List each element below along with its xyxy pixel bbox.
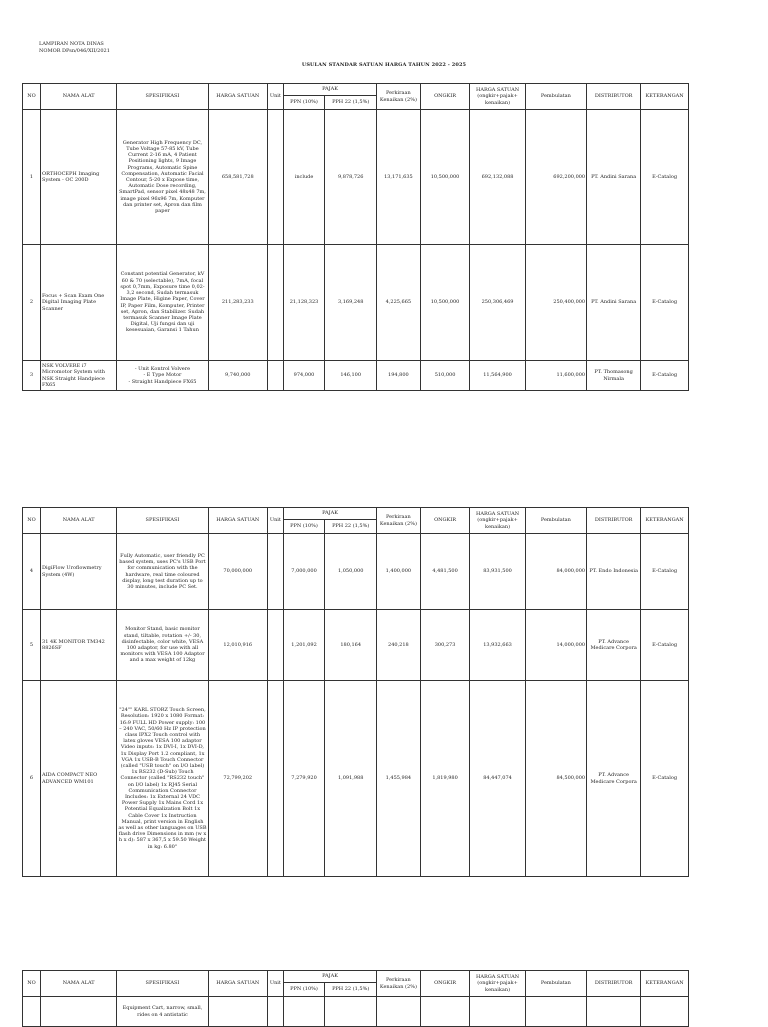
header-row bbox=[23, 84, 689, 96]
cell-spesifikasi: Constant potential Generator, kV 60 & 70 (selectable), 7mA, focal spot 0,7mm, Exposure time 0,02-3,2 second, Sudah termasuk Image Plate, Higine Paper, Cover IP, Paper Film, Komputer, Printer set, Apron, dan Stabilizer. Sudah termasuk Scanner Image Plate Digital, Uji fungsi dan uji kesesuaian, Garansi 1 Tahun bbox=[117, 245, 208, 361]
cell-no: 6 bbox=[23, 681, 41, 877]
col-harga-header: HARGA SATUAN bbox=[208, 84, 267, 110]
cell-distributor: PT. Andini Sarana bbox=[587, 245, 641, 361]
col-no-header: NO bbox=[23, 84, 41, 110]
header-row bbox=[23, 508, 689, 520]
doc-title: USULAN STANDAR SATUAN HARGA TAHUN 2022 - 2025 bbox=[301, 62, 467, 68]
price-table-2 bbox=[22, 507, 689, 877]
cell-perkiraan: 4,225,665 bbox=[377, 245, 420, 361]
cell-harga-total: 11,564,900 bbox=[470, 361, 525, 391]
cell-spesifikasi: Equipment Cart, narrow, small, rides on 4 antistatic bbox=[117, 997, 208, 1027]
col-harga-total-header: HARGA SATUAN (ongkir+pajak+ kenaikan) bbox=[470, 971, 525, 997]
col-no-header: NO bbox=[23, 971, 41, 997]
col-ppn-header: PPN (10%) bbox=[283, 520, 324, 534]
cell-keterangan: E-Catalog bbox=[641, 681, 689, 877]
col-unit-header: Unit bbox=[267, 971, 283, 997]
cell-ongkir bbox=[420, 997, 470, 1027]
cell-nama: DigiFlow Uroflowmetry System (4W) bbox=[41, 534, 117, 610]
cell-harga-total: 84,447,074 bbox=[470, 681, 525, 877]
table-row bbox=[23, 610, 689, 681]
col-nama-header: NAMA ALAT bbox=[41, 508, 117, 534]
cell-ongkir: 4,481,500 bbox=[420, 534, 470, 610]
cell-harga: 658,581,728 bbox=[208, 110, 267, 245]
cell-spesifikasi: Fully Automatic, user friendly PC based system, uses PC's USB Port for communication with the hardware, real time coloured display, long test duration up to 30 minutes, include PC Set. bbox=[117, 534, 208, 610]
cell-unit bbox=[267, 610, 283, 681]
col-ongkir-header: ONGKIR bbox=[420, 508, 470, 534]
col-distributor-header: DISTRIBUTOR bbox=[587, 84, 641, 110]
header-row bbox=[23, 971, 689, 983]
cell-spesifikasi: "24"" KARL STORZ Touch Screen, Resolution: 1920 x 1080 Format: 16:9 FULL HD Power supply: 100 – 240 VAC, 50/60 Hz IP protection class IPX2 Touch control with latex gloves VESA 100 adaptor Video inputs: 1x DVI-I, 1x DVI-D, 1x Display Port 1.2 compliant, 1x VGA 1x USB-B Touch Connector (called "USB touch" on I/O label) 1x RS232 (D-Sub) Touch Connector (called "RS232 touch" on I/O label) 1x RJ45 Serial Communication Connector Includes: 1x External 24 VDC Power Supply 1x Mains Cord 1x Potential Equalization Bolt 1x Cable Cover 1x Instruction Manual, print version in English as well as other languages on USB flash drive Dimensions in mm (w x h x d): 587 x 367,5 x 59.50 Weight in kg: 6.80" bbox=[117, 681, 208, 877]
cell-no: 1 bbox=[23, 110, 41, 245]
col-perkiraan-header: Perkiraan Kenaikan (2%) bbox=[377, 971, 420, 997]
cell-ppn bbox=[283, 997, 324, 1027]
cell-no bbox=[23, 997, 41, 1027]
price-table-3 bbox=[22, 970, 689, 1027]
cell-pembulatan: 11,600,000 bbox=[525, 361, 587, 391]
cell-pph: 1,091,988 bbox=[325, 681, 377, 877]
col-pembulatan-header: Pembulatan bbox=[525, 971, 587, 997]
table-row bbox=[23, 361, 689, 391]
cell-nama: Focus + Scan Exam One Digital Imaging Plate Scanner bbox=[41, 245, 117, 361]
cell-unit bbox=[267, 534, 283, 610]
col-pph-header: PPH 22 (1,5%) bbox=[325, 96, 377, 110]
cell-perkiraan bbox=[377, 997, 420, 1027]
col-distributor-header: DISTRIBUTOR bbox=[587, 508, 641, 534]
col-pph-header: PPH 22 (1,5%) bbox=[325, 983, 377, 997]
cell-keterangan bbox=[641, 997, 689, 1027]
col-harga-total-header: HARGA SATUAN (ongkir+pajak+ kenaikan) bbox=[470, 84, 525, 110]
table-row bbox=[23, 997, 689, 1027]
cell-perkiraan: 1,400,000 bbox=[377, 534, 420, 610]
cell-spesifikasi: Generator High Frequency DC, Tube Voltage 57-85 kV, Tube Current 2-16 mA, 4 Patient Positioning lights, 9 Image Programs, Automatic Spine Compensation, Automatic Facial Contour, 5-20 x Expose time, Automatic Dose recording, SmartPad, sensor pixel 48x48 7m, image pixel 96x96 7m, Komputer dan printer set, Apron dan film paper bbox=[117, 110, 208, 245]
cell-pembulatan: 84,500,000 bbox=[525, 681, 587, 877]
col-unit-header: Unit bbox=[267, 508, 283, 534]
cell-nama: AIDA COMPACT NEO ADVANCED WM101 bbox=[41, 681, 117, 877]
col-nama-header: NAMA ALAT bbox=[41, 84, 117, 110]
cell-keterangan: E-Catalog bbox=[641, 610, 689, 681]
cell-unit bbox=[267, 110, 283, 245]
cell-pph: 180,164 bbox=[325, 610, 377, 681]
col-ongkir-header: ONGKIR bbox=[420, 84, 470, 110]
cell-spesifikasi: Monitor Stand, basic monitor stand, tiltable, rotation +/- 30, disinfectable, color white, VESA 100 adaptor, for use with all monitors with VESA 100 Adaptor and a max weight of 12kg bbox=[117, 610, 208, 681]
cell-distributor: PT. Advance Medicare Corpora bbox=[587, 610, 641, 681]
cell-ppn: 7,279,920 bbox=[283, 681, 324, 877]
cell-no: 3 bbox=[23, 361, 41, 391]
cell-spesifikasi: - Unit Kontrol Volvere - E Type Motor - Straight Handpiece FX65 bbox=[117, 361, 208, 391]
cell-perkiraan: 1,455,984 bbox=[377, 681, 420, 877]
cell-no: 4 bbox=[23, 534, 41, 610]
col-pajak-header: PAJAK bbox=[283, 508, 376, 520]
cell-ppn: 21,128,323 bbox=[283, 245, 324, 361]
col-spesifikasi-header: SPESIFIKASI bbox=[117, 971, 208, 997]
table-row bbox=[23, 534, 689, 610]
col-distributor-header: DISTRIBUTOR bbox=[587, 971, 641, 997]
cell-keterangan: E-Catalog bbox=[641, 361, 689, 391]
cell-nama: ORTHOCEPH Imaging System - OC 200D bbox=[41, 110, 117, 245]
cell-nama bbox=[41, 997, 117, 1027]
col-pembulatan-header: Pembulatan bbox=[525, 84, 587, 110]
cell-ongkir: 510,000 bbox=[420, 361, 470, 391]
cell-harga: 72,799,202 bbox=[208, 681, 267, 877]
cell-perkiraan: 240,218 bbox=[377, 610, 420, 681]
cell-nama: NSK VOLVERE i7 Micromotor System with NSK Straight Handpiece FX65 bbox=[41, 361, 117, 391]
cell-harga: 211,283,233 bbox=[208, 245, 267, 361]
table-row bbox=[23, 110, 689, 245]
cell-unit bbox=[267, 681, 283, 877]
cell-ppn: include bbox=[283, 110, 324, 245]
cell-unit bbox=[267, 245, 283, 361]
header-line-2: NOMOR DPsn/046/XII/2021 bbox=[39, 48, 110, 54]
cell-pph: 9,878,726 bbox=[325, 110, 377, 245]
col-pph-header: PPH 22 (1,5%) bbox=[325, 520, 377, 534]
cell-harga-total: 13,932,663 bbox=[470, 610, 525, 681]
col-keterangan-header: KETERANGAN bbox=[641, 971, 689, 997]
col-keterangan-header: KETERANGAN bbox=[641, 508, 689, 534]
cell-distributor: PT. Thomasong Nirmala bbox=[587, 361, 641, 391]
cell-unit bbox=[267, 997, 283, 1027]
cell-distributor: PT. Advance Medicare Corpora bbox=[587, 681, 641, 877]
cell-ongkir: 10,500,000 bbox=[420, 245, 470, 361]
cell-no: 5 bbox=[23, 610, 41, 681]
cell-perkiraan: 13,171,635 bbox=[377, 110, 420, 245]
cell-ppn: 7,000,000 bbox=[283, 534, 324, 610]
cell-harga-total bbox=[470, 997, 525, 1027]
cell-pph bbox=[325, 997, 377, 1027]
cell-ppn: 974,000 bbox=[283, 361, 324, 391]
col-nama-header: NAMA ALAT bbox=[41, 971, 117, 997]
col-pajak-header: PAJAK bbox=[283, 971, 376, 983]
cell-unit bbox=[267, 361, 283, 391]
col-spesifikasi-header: SPESIFIKASI bbox=[117, 84, 208, 110]
col-perkiraan-header: Perkiraan Kenaikan (2%) bbox=[377, 84, 420, 110]
col-harga-total-header: HARGA SATUAN (ongkir+pajak+ kenaikan) bbox=[470, 508, 525, 534]
cell-ppn: 1,201,092 bbox=[283, 610, 324, 681]
cell-perkiraan: 194,800 bbox=[377, 361, 420, 391]
col-ppn-header: PPN (10%) bbox=[283, 96, 324, 110]
cell-keterangan: E-Catalog bbox=[641, 110, 689, 245]
cell-keterangan: E-Catalog bbox=[641, 534, 689, 610]
cell-pph: 3,169,248 bbox=[325, 245, 377, 361]
header-line-1: LAMPIRAN NOTA DINAS bbox=[39, 41, 104, 47]
col-pajak-header: PAJAK bbox=[283, 84, 376, 96]
col-harga-header: HARGA SATUAN bbox=[208, 971, 267, 997]
col-no-header: NO bbox=[23, 508, 41, 534]
cell-harga-total: 692,132,088 bbox=[470, 110, 525, 245]
cell-distributor bbox=[587, 997, 641, 1027]
col-keterangan-header: KETERANGAN bbox=[641, 84, 689, 110]
cell-nama: 31 4K MONITOR TM342 8826SF bbox=[41, 610, 117, 681]
cell-harga: 9,740,000 bbox=[208, 361, 267, 391]
col-ongkir-header: ONGKIR bbox=[420, 971, 470, 997]
cell-pph: 146,100 bbox=[325, 361, 377, 391]
cell-ongkir: 10,500,000 bbox=[420, 110, 470, 245]
cell-ongkir: 1,819,980 bbox=[420, 681, 470, 877]
cell-pph: 1,050,000 bbox=[325, 534, 377, 610]
col-harga-header: HARGA SATUAN bbox=[208, 508, 267, 534]
cell-pembulatan bbox=[525, 997, 587, 1027]
col-pembulatan-header: Pembulatan bbox=[525, 508, 587, 534]
cell-no: 2 bbox=[23, 245, 41, 361]
cell-pembulatan: 84,000,000 bbox=[525, 534, 587, 610]
cell-distributor: PT. Andini Sarana bbox=[587, 110, 641, 245]
cell-pembulatan: 692,200,000 bbox=[525, 110, 587, 245]
doc-header bbox=[39, 41, 110, 55]
cell-pembulatan: 14,000,000 bbox=[525, 610, 587, 681]
cell-harga-total: 250,306,469 bbox=[470, 245, 525, 361]
col-spesifikasi-header: SPESIFIKASI bbox=[117, 508, 208, 534]
price-table-1 bbox=[22, 83, 689, 391]
col-unit-header: Unit bbox=[267, 84, 283, 110]
table-row bbox=[23, 681, 689, 877]
col-ppn-header: PPN (10%) bbox=[283, 983, 324, 997]
cell-keterangan: E-Catalog bbox=[641, 245, 689, 361]
cell-harga: 70,000,000 bbox=[208, 534, 267, 610]
cell-harga-total: 83,931,500 bbox=[470, 534, 525, 610]
cell-harga: 12,010,916 bbox=[208, 610, 267, 681]
cell-harga bbox=[208, 997, 267, 1027]
table-row bbox=[23, 245, 689, 361]
col-perkiraan-header: Perkiraan Kenaikan (2%) bbox=[377, 508, 420, 534]
cell-ongkir: 300,273 bbox=[420, 610, 470, 681]
cell-pembulatan: 250,400,000 bbox=[525, 245, 587, 361]
cell-distributor: PT. Endo Indonesia bbox=[587, 534, 641, 610]
